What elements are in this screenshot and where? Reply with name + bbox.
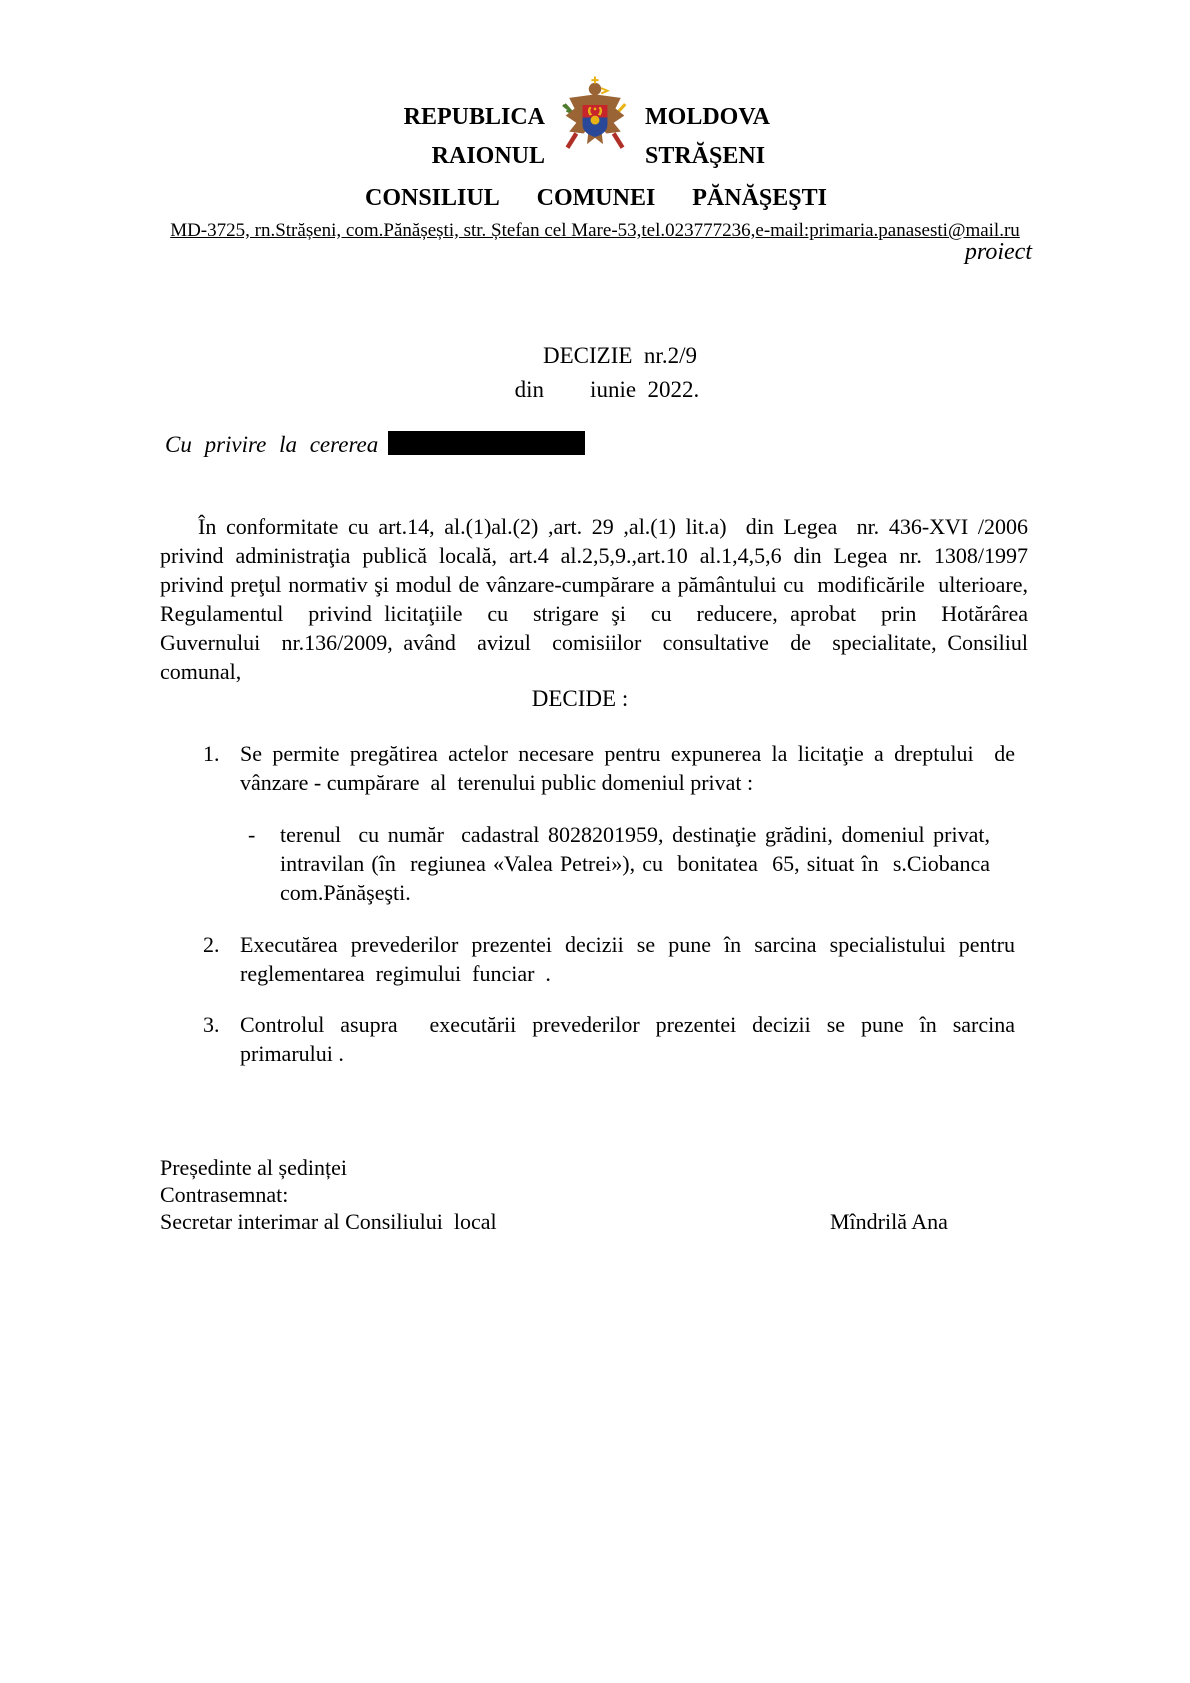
- preamble-line: privind administraţia publică locală, art.4 al.2,5,9.,art.10 al.1,4,5,6 din Legea nr. 1308/1997: [160, 543, 1028, 568]
- subject-line: [165, 431, 585, 458]
- item-line: Se permite pregătirea actelor necesare pentru expunerea la licitaţie a dreptului de: [240, 741, 1015, 766]
- preamble-line: Regulamentul privind licitaţiile cu strigare şi cu reducere, aprobat prin Hotărârea: [160, 601, 1028, 626]
- item-number: 1.: [203, 741, 220, 766]
- countersigned-line: Contrasemnat:: [160, 1182, 289, 1207]
- header-straseni: STRĂŞENI: [645, 143, 766, 169]
- redaction-fill: [388, 431, 585, 455]
- sub-item-line: terenul cu număr cadastral 8028201959, destinaţie grădini, domeniul privat,: [280, 822, 990, 847]
- decision-item-1: [203, 739, 1015, 797]
- item-line: Controlul asupra executării prevederilor prezentei decizii se pune în sarcina: [240, 1012, 1015, 1037]
- header-moldova: MOLDOVA: [645, 104, 770, 130]
- sub-item-line: intravilan (în regiunea «Valea Petrei»), cu bonitatea 65, situat în s.Ciobanca: [280, 851, 990, 876]
- signature-block: [160, 1154, 497, 1235]
- preamble-line: comunal,: [160, 659, 242, 684]
- header-address: MD-3725, rn.Strășeni, com.Pănășești, str. Ștefan cel Mare-53,tel.023777236,e-mail:primaria.panasesti@mail.ru: [170, 220, 1020, 241]
- dash-marker: -: [248, 822, 256, 847]
- preamble-paragraph: [160, 512, 1028, 686]
- item-number: 2.: [203, 932, 220, 957]
- chairman-line: Președinte al ședinței: [160, 1155, 347, 1180]
- item-line: reglementarea regimului funciar .: [240, 961, 551, 986]
- subject-prefix: Cu privire la cererea: [165, 432, 379, 457]
- item-line: primarului .: [240, 1041, 344, 1066]
- moldova-coat-of-arms-icon: [555, 76, 635, 166]
- header-republica: REPUBLICA: [403, 104, 545, 130]
- header-panasesti: PĂNĂŞEŞTI: [692, 185, 827, 211]
- decide-heading: DECIDE :: [531, 686, 629, 711]
- item-line: vânzare - cumpărare al terenului public domeniul privat :: [240, 770, 754, 795]
- preamble-line: privind preţul normativ şi modul de vânzare-cumpărare a pământului cu modificările ulterioare,: [160, 572, 1028, 597]
- sub-item-line: com.Pănăşeşti.: [280, 880, 411, 905]
- header-comunei: COMUNEI: [536, 185, 656, 211]
- header-raionul: RAIONUL: [431, 143, 545, 169]
- parcel-sub-item: [248, 820, 990, 907]
- preamble-line: În conformitate cu art.14, al.(1)al.(2) ,art. 29 ,al.(1) lit.a) din Legea nr. 436-XVI /2006: [198, 514, 1028, 539]
- secretary-name: Mîndrilă Ana: [830, 1209, 948, 1234]
- decision-item-2: [203, 930, 1015, 988]
- secretary-line: Secretar interimar al Consiliului local: [160, 1209, 497, 1234]
- redaction-box: [388, 431, 585, 455]
- header-consiliul: CONSILIUL: [365, 185, 500, 211]
- decision-date-line: din iunie 2022.: [514, 377, 700, 402]
- draft-label: proiect: [964, 239, 1032, 265]
- item-line: Executărea prevederilor prezentei decizii se pune în sarcina specialistului pentru: [240, 932, 1015, 957]
- item-number: 3.: [203, 1012, 220, 1037]
- shield-top-icon: [583, 105, 608, 117]
- decision-title: DECIZIE nr.2/9: [543, 343, 697, 368]
- preamble-line: Guvernului nr.136/2009, având avizul comisiilor consultative de specialitate, Consiliul: [160, 630, 1028, 655]
- decision-item-3: [203, 1010, 1015, 1068]
- eagle-head-icon: [589, 83, 601, 95]
- header-line-3: [365, 183, 827, 213]
